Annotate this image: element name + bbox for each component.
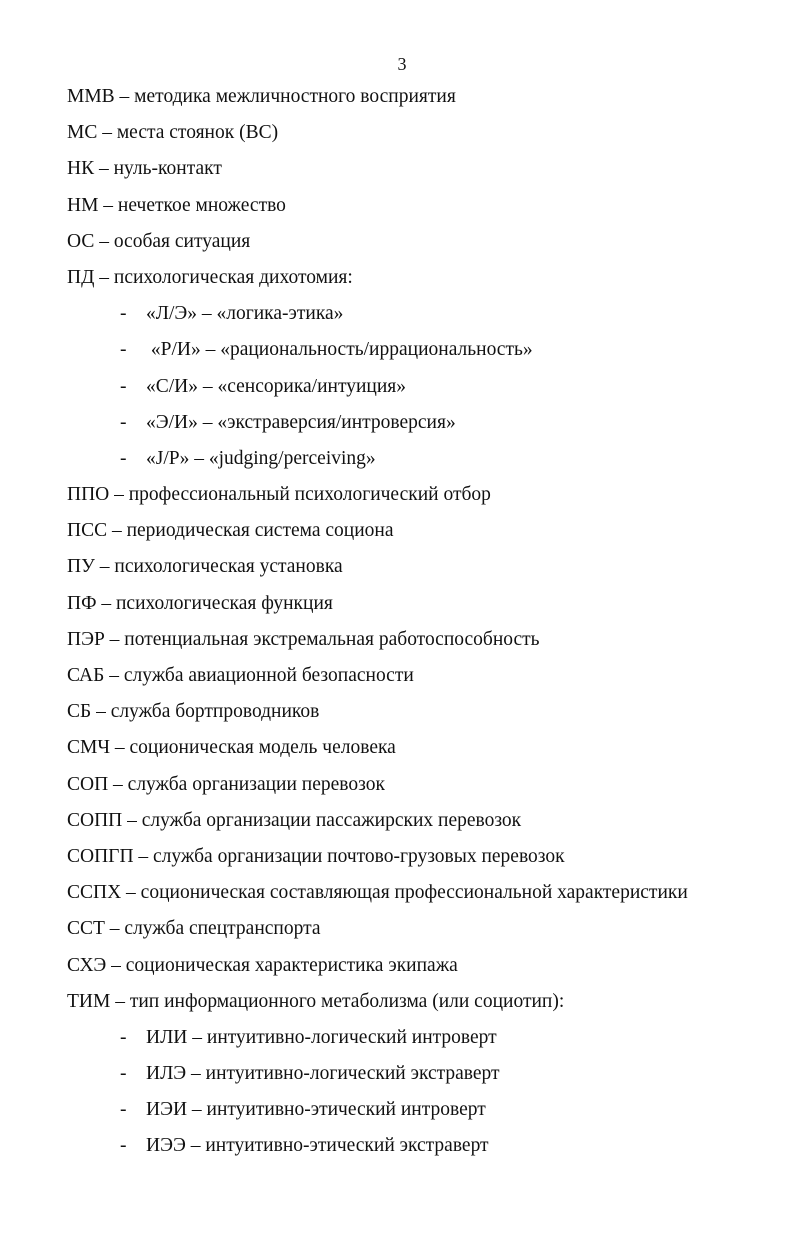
list-item-text: ССТ – служба спецтранспорта	[67, 918, 321, 940]
page-number: 3	[397, 54, 407, 74]
list-item-text: ИЭИ – интуитивно-этический интроверт	[146, 1099, 486, 1121]
abbreviation-list	[67, 86, 767, 1172]
list-item	[67, 629, 767, 665]
sub-list-item	[67, 412, 767, 448]
list-item-text: «J/P» – «judging/perceiving»	[146, 447, 376, 469]
list-item-text: ТИМ – тип информационного метаболизма (или социотип):	[67, 990, 565, 1012]
list-item-text: ИЛИ – интуитивно-логический интроверт	[146, 1026, 497, 1048]
list-item	[67, 556, 767, 592]
bullet-dash: -	[120, 339, 127, 361]
list-item	[67, 520, 767, 556]
sub-list-item	[67, 1027, 767, 1063]
bullet-dash: -	[120, 1099, 127, 1121]
list-item-text: ППО – профессиональный психологический отбор	[67, 484, 491, 506]
list-item	[67, 86, 767, 122]
bullet-dash: -	[120, 1135, 127, 1157]
list-item-text: СХЭ – соционическая характеристика экипажа	[67, 954, 458, 976]
list-item	[67, 665, 767, 701]
list-item-text: ПУ – психологическая установка	[67, 556, 343, 578]
sub-list-item	[67, 1135, 767, 1171]
list-item	[67, 918, 767, 954]
list-item	[67, 701, 767, 737]
list-item	[67, 122, 767, 158]
list-item-text: СБ – служба бортпроводников	[67, 701, 320, 723]
list-item	[67, 231, 767, 267]
list-item-text: МС – места стоянок (ВС)	[67, 122, 279, 144]
sub-list-item	[67, 339, 767, 375]
list-item	[67, 737, 767, 773]
list-item	[67, 484, 767, 520]
list-item-text: ССПХ – соционическая составляющая профессиональной характеристики	[67, 882, 688, 904]
list-item-text: СОПП – служба организации пассажирских перевозок	[67, 809, 522, 831]
list-item	[67, 846, 767, 882]
list-item	[67, 882, 767, 918]
list-item	[67, 195, 767, 231]
sub-list-item	[67, 1099, 767, 1135]
list-item-text: ИЭЭ – интуитивно-этический экстраверт	[146, 1135, 489, 1157]
list-item-text: ПФ – психологическая функция	[67, 592, 333, 614]
list-item-text: ОС – особая ситуация	[67, 230, 251, 252]
list-item-text: СОП – служба организации перевозок	[67, 773, 385, 795]
bullet-dash: -	[120, 1026, 127, 1048]
list-item	[67, 991, 767, 1027]
list-item	[67, 593, 767, 629]
list-item	[67, 810, 767, 846]
bullet-dash: -	[120, 1063, 127, 1085]
bullet-dash: -	[120, 303, 127, 325]
list-item	[67, 774, 767, 810]
list-item-text: «Р/И» – «рациональность/иррациональность»	[146, 339, 533, 361]
list-item-text: САБ – служба авиационной безопасности	[67, 665, 414, 686]
bullet-dash: -	[120, 447, 127, 469]
sub-list-item	[67, 303, 767, 339]
list-item-text: «Л/Э» – «логика-этика»	[146, 303, 344, 325]
list-item-text: СОПГП – служба организации почтово-грузовых перевозок	[67, 845, 565, 867]
list-item-text: «Э/И» – «экстраверсия/интроверсия»	[146, 411, 456, 433]
list-item-text: НК – нуль-контакт	[67, 158, 222, 180]
bullet-dash: -	[120, 411, 127, 433]
list-item-text: ПСС – периодическая система социона	[67, 520, 394, 542]
list-item-text: «С/И» – «сенсорика/интуиция»	[146, 375, 406, 397]
list-item	[67, 158, 767, 194]
list-item-text: НМ – нечеткое множество	[67, 194, 286, 216]
sub-list-item	[67, 448, 767, 484]
list-item-text: ИЛЭ – интуитивно-логический экстраверт	[146, 1063, 500, 1085]
list-item-text: ПД – психологическая дихотомия:	[67, 266, 353, 288]
list-item-text: ПЭР – потенциальная экстремальная работоспособность	[67, 628, 540, 650]
list-item	[67, 267, 767, 303]
list-item-text: СМЧ – соционическая модель человека	[67, 737, 396, 759]
bullet-dash: -	[120, 375, 127, 397]
list-item	[67, 955, 767, 991]
sub-list-item	[67, 1063, 767, 1099]
list-item-text: ММВ – методика межличностного восприятия	[67, 86, 456, 107]
sub-list-item	[67, 376, 767, 412]
